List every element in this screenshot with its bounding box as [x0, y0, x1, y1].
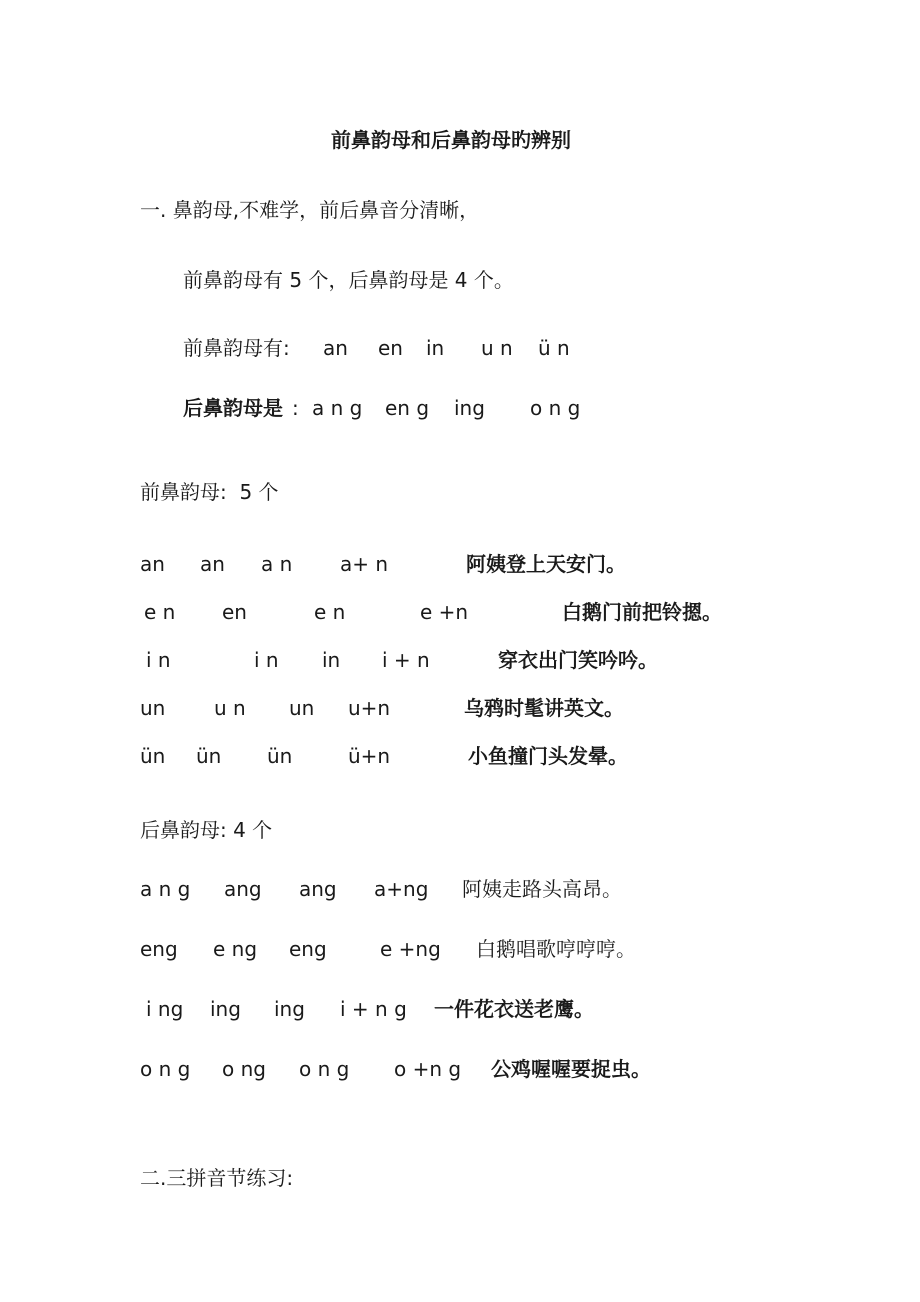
back-final-eng: en g: [385, 396, 430, 420]
form-4: o +n g: [394, 1057, 462, 1081]
front-final-vn: ü n: [538, 336, 570, 360]
page-title: 前鼻韵母和后鼻韵母旳辨别: [331, 128, 571, 152]
phrase: 乌鸦时髦讲英文。: [464, 696, 624, 720]
form-2: ing: [210, 997, 241, 1021]
front-section-heading: 前鼻韵母: 5 个: [140, 480, 279, 504]
form-4: i + n: [382, 648, 430, 672]
back-finals-label: 后鼻韵母是: [183, 396, 283, 420]
form-3: un: [289, 696, 315, 720]
form-1: o n g: [140, 1057, 191, 1081]
form-2: e ng: [213, 937, 258, 961]
form-4: a+ng: [374, 877, 429, 901]
section-one-heading: 一. 鼻韵母,不难学，前后鼻音分清晰，: [140, 198, 480, 222]
form-1: i ng: [146, 997, 184, 1021]
back-section-heading: 后鼻韵母: 4 个: [140, 818, 273, 842]
form-1: an: [140, 552, 165, 576]
form-2: ün: [196, 744, 222, 768]
front-final-an: an: [323, 336, 348, 360]
front-final-un: u n: [481, 336, 513, 360]
phrase: 小鱼撞门头发晕。: [468, 744, 628, 768]
phrase: 白鹅门前把铃摁。: [562, 600, 722, 624]
form-3: ang: [299, 877, 337, 901]
phrase: 白鹅唱歌哼哼哼。: [476, 937, 636, 961]
form-4: a+ n: [340, 552, 389, 576]
back-finals-colon: :: [292, 396, 299, 420]
form-1: a n g: [140, 877, 191, 901]
front-final-en: en: [378, 336, 403, 360]
form-1: ün: [140, 744, 166, 768]
form-2: i n: [254, 648, 279, 672]
form-2: o ng: [222, 1057, 266, 1081]
form-2: u n: [214, 696, 246, 720]
form-3: a n: [261, 552, 293, 576]
form-4: e +ng: [380, 937, 441, 961]
form-3: in: [322, 648, 341, 672]
form-3: ün: [267, 744, 293, 768]
form-3: e n: [314, 600, 346, 624]
form-4: ü+n: [348, 744, 391, 768]
form-3: o n g: [299, 1057, 350, 1081]
phrase: 穿衣出门笑吟吟。: [498, 648, 658, 672]
form-2: an: [200, 552, 225, 576]
form-1: i n: [146, 648, 171, 672]
back-final-ang: a n g: [312, 396, 363, 420]
form-2: en: [222, 600, 247, 624]
front-final-in: in: [426, 336, 445, 360]
form-1: eng: [140, 937, 178, 961]
form-2: ang: [224, 877, 262, 901]
back-final-ong: o n g: [530, 396, 581, 420]
front-finals-label: 前鼻韵母有:: [183, 336, 290, 360]
phrase: 阿姨登上天安门。: [466, 552, 626, 576]
form-1: un: [140, 696, 166, 720]
form-3: eng: [289, 937, 327, 961]
section-two-heading: 二.三拼音节练习:: [140, 1166, 294, 1190]
form-4: i + n g: [340, 997, 407, 1021]
form-1: e n: [144, 600, 176, 624]
form-4: e +n: [420, 600, 469, 624]
phrase: 阿姨走路头高昂。: [462, 877, 622, 901]
form-3: ing: [274, 997, 305, 1021]
phrase: 公鸡喔喔要捉虫。: [491, 1057, 651, 1081]
count-statement: 前鼻韵母有 5 个，后鼻韵母是 4 个。: [183, 268, 514, 292]
form-4: u+n: [348, 696, 391, 720]
phrase: 一件花衣送老鹰。: [434, 997, 594, 1021]
back-final-ing: ing: [454, 396, 485, 420]
